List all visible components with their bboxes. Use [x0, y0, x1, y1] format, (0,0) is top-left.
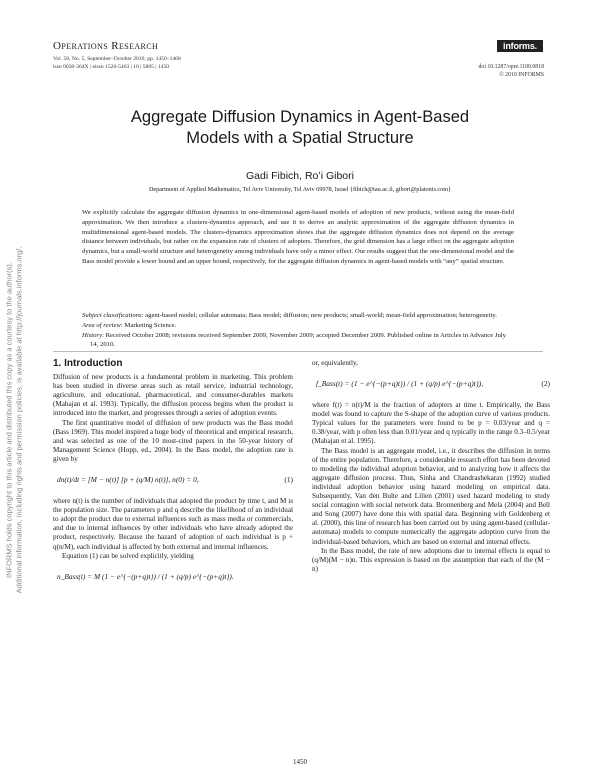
classifications: [82, 311, 514, 350]
subject-classifications: [82, 311, 514, 321]
paragraph: where f(t) = n(t)/M is the fraction of adopters at time t. Empirically, the Bass model was found to capture the S-shape of the adoption curve of various products. Typical values for the parameters were found to be p = 0.03/year and q = 0.38/year, with p often less than 0.01/year and q typically in the range 0.3–0.5/year (Mahajan et al. 1995).: [312, 401, 550, 446]
copyright-sidebar: [0, 160, 28, 680]
abstract: We explicitly calculate the aggregate diffusion dynamics in one-dimensional agent-based models of adoption of new products, without using the mean-field approximation. We then introduce a clusters-dynamics approach, and use it to derive an analytic approximation of the aggregate diffusion dynamics in multidimensional agent-based models. The clusters-dynamics approximation shows that the aggregate diffusion dynamics does not depend on the average distance between individuals, but rather on the expansion rate of clusters of adopters. Therefore, the grid dimension has a large effect on the aggregate adoption dynamics, but a small-world structure and heterogeneity among individuals have only a minor effect. Our results suggest that the one-dimensional model and the Bass model provide a lower bound and an upper bound, respectively, for the aggregate diffusion dynamics in agent-based models with “any” spatial structure.: [82, 209, 514, 265]
classification-text: : Received October 2008; revisions received September 2009, November 2009; accepted December 2009. Published online in Articles in Advance July 14, 2010.: [90, 331, 506, 349]
journal-name: Operations Research: [53, 40, 159, 52]
paragraph: or, equivalently,: [312, 359, 358, 367]
paragraph: Diffusion of new products is a fundamental problem in marketing. This problem has been studied in diverse areas such as retail service, industrial technology, agriculture, and educational, pharmaceutical, and consumer-durables markets (Mahajan et al. 1993). Typically, the diffusion process begins when the product is introduced into the market, and progresses through a series of adoption events.: [53, 373, 293, 418]
equation-body: n_Bass(t) = M (1 − e^{−(p+q)t}) / (1 + (q/p) e^{−(p+q)t}).: [57, 571, 234, 581]
equation-number: (1): [284, 475, 293, 485]
issue-metadata: [53, 55, 181, 71]
title-line-1: Aggregate Diffusion Dynamics in Agent-Based: [130, 108, 470, 126]
classification-label: History: [82, 331, 103, 339]
doi-line: doi 10.1287/opre.1100.0818: [478, 64, 544, 70]
sidebar-line-2: Additional information, including rights and permission policies, is available at http://journals.informs.org/.: [14, 246, 23, 594]
sidebar-text: [5, 160, 24, 680]
equation-body: dn(t)/dt = [M − n(t)] [p + (q/M) n(t)], n(0) = 0,: [57, 475, 199, 485]
title-line-2: Models with a Spatial Structure: [186, 129, 414, 147]
volume-line: Vol. 58, No. 5, September–October 2010, pp. 1450–1468: [53, 56, 181, 62]
classification-label: Subject classifications: [82, 312, 142, 319]
sidebar-line-1: INFORMS holds copyright to this article and distributed this copy as a courtesy to the author(s).: [4, 262, 14, 578]
right-column: [312, 359, 550, 574]
equation-number: (2): [541, 379, 550, 389]
paragraph: The first quantitative model of diffusion of new products was the Bass model (Bass 1969). This model inspired a huge body of theoretical and empirical research, and was selected as one of the 10 most-cited papers in the 50-year history of Management Science (Hopp, ed., 2004). In the Bass model, the adoption rate is given by: [53, 418, 293, 463]
page-number: 1450: [293, 758, 307, 766]
paper-title: [60, 107, 540, 149]
equation-body: f_Bass(t) = (1 − e^{−(p+q)t}) / (1 + (q/p) e^{−(p+q)t}),: [316, 379, 484, 389]
paragraph: Equation (1) can be solved explicitly, yielding: [62, 551, 194, 560]
equation-nbass: [53, 564, 293, 590]
classification-text: : Marketing Science.: [120, 321, 177, 329]
paragraph: The Bass model is an aggregate model, i.e., it describes the diffusion in terms of the entire population. Therefore, a considerable research effort has been devoted to modeling the individual adoption behavior, and to analyzing how it affects the aggregate diffusion process. Thus, Sinha and Chandrashekaran (1992) studied individual adoption behavior using hazard modeling on empirical data. Subsequently, Van den Bulte and Lilien (2001) used hazard modeling to study social contagion with social network data. Bronnenberg and Mela (2004) and Bell and Song (2007) have done this with spatial data. Beginning with Goldenberg et al. (2000), this line of research has been carried out by using agent-based (cellular-automata) models to compute numerically the aggregate adoption curve from the individual-based behaviors, which are based on external and internal effects.: [312, 446, 550, 546]
area-of-review: [82, 321, 514, 331]
section-heading: 1. Introduction: [53, 358, 123, 369]
divider: [53, 351, 543, 352]
issn-line: issn 0030-364X | eissn 1526-5463 | 10 | 5805 | 1450: [53, 64, 170, 70]
classification-label: Area of review: [82, 321, 121, 329]
authors: Gadi Fibich, Ro’i Gibori: [246, 170, 354, 182]
left-column: [53, 359, 293, 594]
equation-1: [53, 467, 293, 493]
classification-text: : agent-based model; cellular automata; Bass model; diffusion; new products; small-world; mean-field approximation; heterogeneity.: [141, 312, 497, 319]
history: [82, 331, 514, 351]
equation-2: [312, 371, 550, 397]
informs-logo: informs.: [497, 40, 543, 52]
doi-metadata: [479, 63, 544, 79]
paragraph: In the Bass model, the rate of new adoptions due to internal effects is equal to (q/M)(M − n)n. This expression is based on the assumption that each of the (M − n): [312, 546, 550, 573]
paragraph: where n(t) is the number of individuals that adopted the product by time t, and M is the population size. The parameters p and q describe the likelihood of an individual to adopt the product due to external influences such as mass media or commercials, and due to internal influences by other individuals who have already adopted the product, respectively. Because the hazard of adoption of each individual is p + q(n/M), each individual is affected by both external and internal influences.: [53, 497, 293, 551]
affiliation: Department of Applied Mathematics, Tel Aviv University, Tel Aviv 69978, Israel {fibich@tau.ac.il, gibori@platonis.com}: [148, 186, 452, 193]
copyright-line: © 2010 INFORMS: [499, 72, 544, 78]
